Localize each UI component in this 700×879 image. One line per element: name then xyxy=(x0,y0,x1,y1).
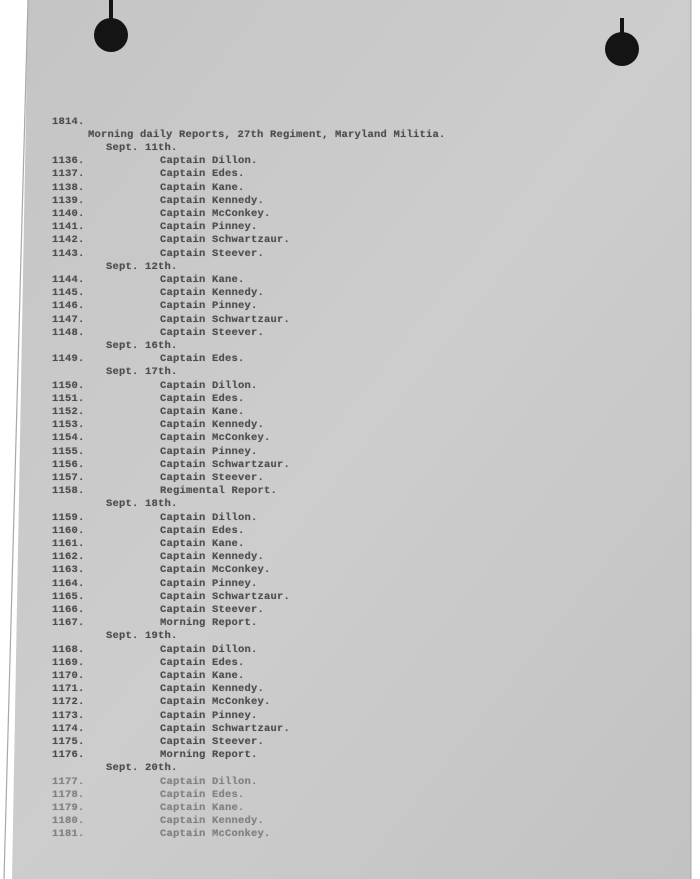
report-entry: Captain Kennedy. xyxy=(160,815,265,828)
report-number: 1147. xyxy=(52,313,85,326)
report-entry: Captain Pinney. xyxy=(160,221,258,234)
report-entry: Captain Kane. xyxy=(160,181,245,194)
report-entry: Captain Edes. xyxy=(160,353,245,366)
report-number: 1136. xyxy=(52,155,85,168)
report-entry: Captain Steever. xyxy=(160,604,265,616)
report-number: 1141. xyxy=(52,221,85,234)
report-number: 1137. xyxy=(52,168,85,181)
report-number: 1153. xyxy=(52,419,85,432)
report-entry: Captain Schwartzaur. xyxy=(160,313,291,326)
report-number: 1158. xyxy=(52,485,85,498)
report-number: 1154. xyxy=(52,432,85,445)
date-heading: Sept. 17th. xyxy=(106,366,178,379)
report-entry: Captain Dillon. xyxy=(160,379,258,392)
report-number: 1177. xyxy=(52,775,85,788)
report-number: 1163. xyxy=(52,564,85,577)
report-number: 1151. xyxy=(52,392,85,405)
report-entry: Captain Steever. xyxy=(160,472,265,484)
report-entry: Captain Schwartzaur. xyxy=(160,722,291,735)
report-number: 1174. xyxy=(52,722,85,735)
document-year: 1814. xyxy=(52,116,85,128)
report-number: 1166. xyxy=(52,604,85,616)
report-number: 1178. xyxy=(52,788,85,801)
report-entry: Captain McConkey. xyxy=(160,432,271,445)
report-entry: Captain Kane. xyxy=(160,406,245,418)
report-entry: Captain Edes. xyxy=(160,524,245,537)
report-number: 1164. xyxy=(52,577,85,590)
report-entry: Captain Kane. xyxy=(160,274,245,286)
report-entry: Captain Schwartzaur. xyxy=(160,458,291,471)
report-number: 1138. xyxy=(52,181,85,194)
report-number: 1161. xyxy=(52,538,85,550)
report-number: 1170. xyxy=(52,670,85,682)
report-entry: Captain Dillon. xyxy=(160,643,258,656)
report-entry: Captain McConkey. xyxy=(160,828,271,841)
report-number: 1160. xyxy=(52,524,85,537)
report-entry: Captain Kennedy. xyxy=(160,194,265,207)
report-entry: Captain Edes. xyxy=(160,788,245,801)
date-heading: Sept. 19th. xyxy=(106,630,178,643)
report-number: 1179. xyxy=(52,802,85,814)
report-number: 1165. xyxy=(52,590,85,603)
report-entry: Captain Kennedy. xyxy=(160,287,265,300)
report-number: 1167. xyxy=(52,617,85,630)
report-number: 1172. xyxy=(52,696,85,709)
report-entry: Captain Kane. xyxy=(160,670,245,682)
report-number: 1169. xyxy=(52,656,85,669)
report-number: 1176. xyxy=(52,749,85,762)
report-entry: Captain Edes. xyxy=(160,656,245,669)
report-number: 1139. xyxy=(52,194,85,207)
report-entry: Captain Dillon. xyxy=(160,511,258,524)
report-number: 1144. xyxy=(52,274,85,286)
report-entry: Captain Kennedy. xyxy=(160,419,265,432)
report-number: 1173. xyxy=(52,709,85,722)
date-heading: Sept. 20th. xyxy=(106,762,178,775)
report-number: 1140. xyxy=(52,208,85,220)
report-number: 1146. xyxy=(52,300,85,313)
report-entry: Captain Dillon. xyxy=(160,775,258,788)
report-number: 1175. xyxy=(52,736,85,748)
report-entry: Captain Steever. xyxy=(160,736,265,748)
report-number: 1148. xyxy=(52,326,85,339)
report-entry: Captain McConkey. xyxy=(160,696,271,709)
report-number: 1145. xyxy=(52,287,85,300)
report-entry: Captain Steever. xyxy=(160,247,265,260)
report-entry: Morning Report. xyxy=(160,749,258,762)
report-entry: Captain McConkey. xyxy=(160,208,271,220)
date-heading: Sept. 18th. xyxy=(106,498,178,511)
report-number: 1150. xyxy=(52,379,85,392)
date-heading: Sept. 11th. xyxy=(106,142,178,154)
report-entry: Captain McConkey. xyxy=(160,564,271,577)
report-entry: Captain Pinney. xyxy=(160,709,258,722)
report-entry: Captain Kennedy. xyxy=(160,551,265,564)
report-number: 1142. xyxy=(52,234,85,247)
date-heading: Sept. 16th. xyxy=(106,340,178,352)
document-heading: Morning daily Reports, 27th Regiment, Maryland Militia. xyxy=(88,129,446,141)
report-entry: Regimental Report. xyxy=(160,485,278,498)
report-entry: Captain Pinney. xyxy=(160,300,258,313)
report-entry: Morning Report. xyxy=(160,617,258,630)
report-number: 1180. xyxy=(52,815,85,828)
report-number: 1181. xyxy=(52,828,85,841)
report-number: 1168. xyxy=(52,643,85,656)
report-entry: Captain Pinney. xyxy=(160,445,258,458)
report-number: 1162. xyxy=(52,551,85,564)
report-number: 1156. xyxy=(52,458,85,471)
report-entry: Captain Schwartzaur. xyxy=(160,234,291,247)
report-entry: Captain Edes. xyxy=(160,392,245,405)
report-number: 1159. xyxy=(52,511,85,524)
report-entry: Captain Steever. xyxy=(160,326,265,339)
report-entry: Captain Kane. xyxy=(160,802,245,814)
report-entry: Captain Schwartzaur. xyxy=(160,590,291,603)
report-entry: Captain Edes. xyxy=(160,168,245,181)
report-entry: Captain Kennedy. xyxy=(160,683,265,696)
report-number: 1152. xyxy=(52,406,85,418)
report-number: 1143. xyxy=(52,247,85,260)
date-heading: Sept. 12th. xyxy=(106,260,178,273)
report-number: 1171. xyxy=(52,683,85,696)
report-entry: Captain Pinney. xyxy=(160,577,258,590)
report-number: 1149. xyxy=(52,353,85,366)
report-entry: Captain Dillon. xyxy=(160,155,258,168)
report-entry: Captain Kane. xyxy=(160,538,245,550)
report-number: 1157. xyxy=(52,472,85,484)
report-number: 1155. xyxy=(52,445,85,458)
